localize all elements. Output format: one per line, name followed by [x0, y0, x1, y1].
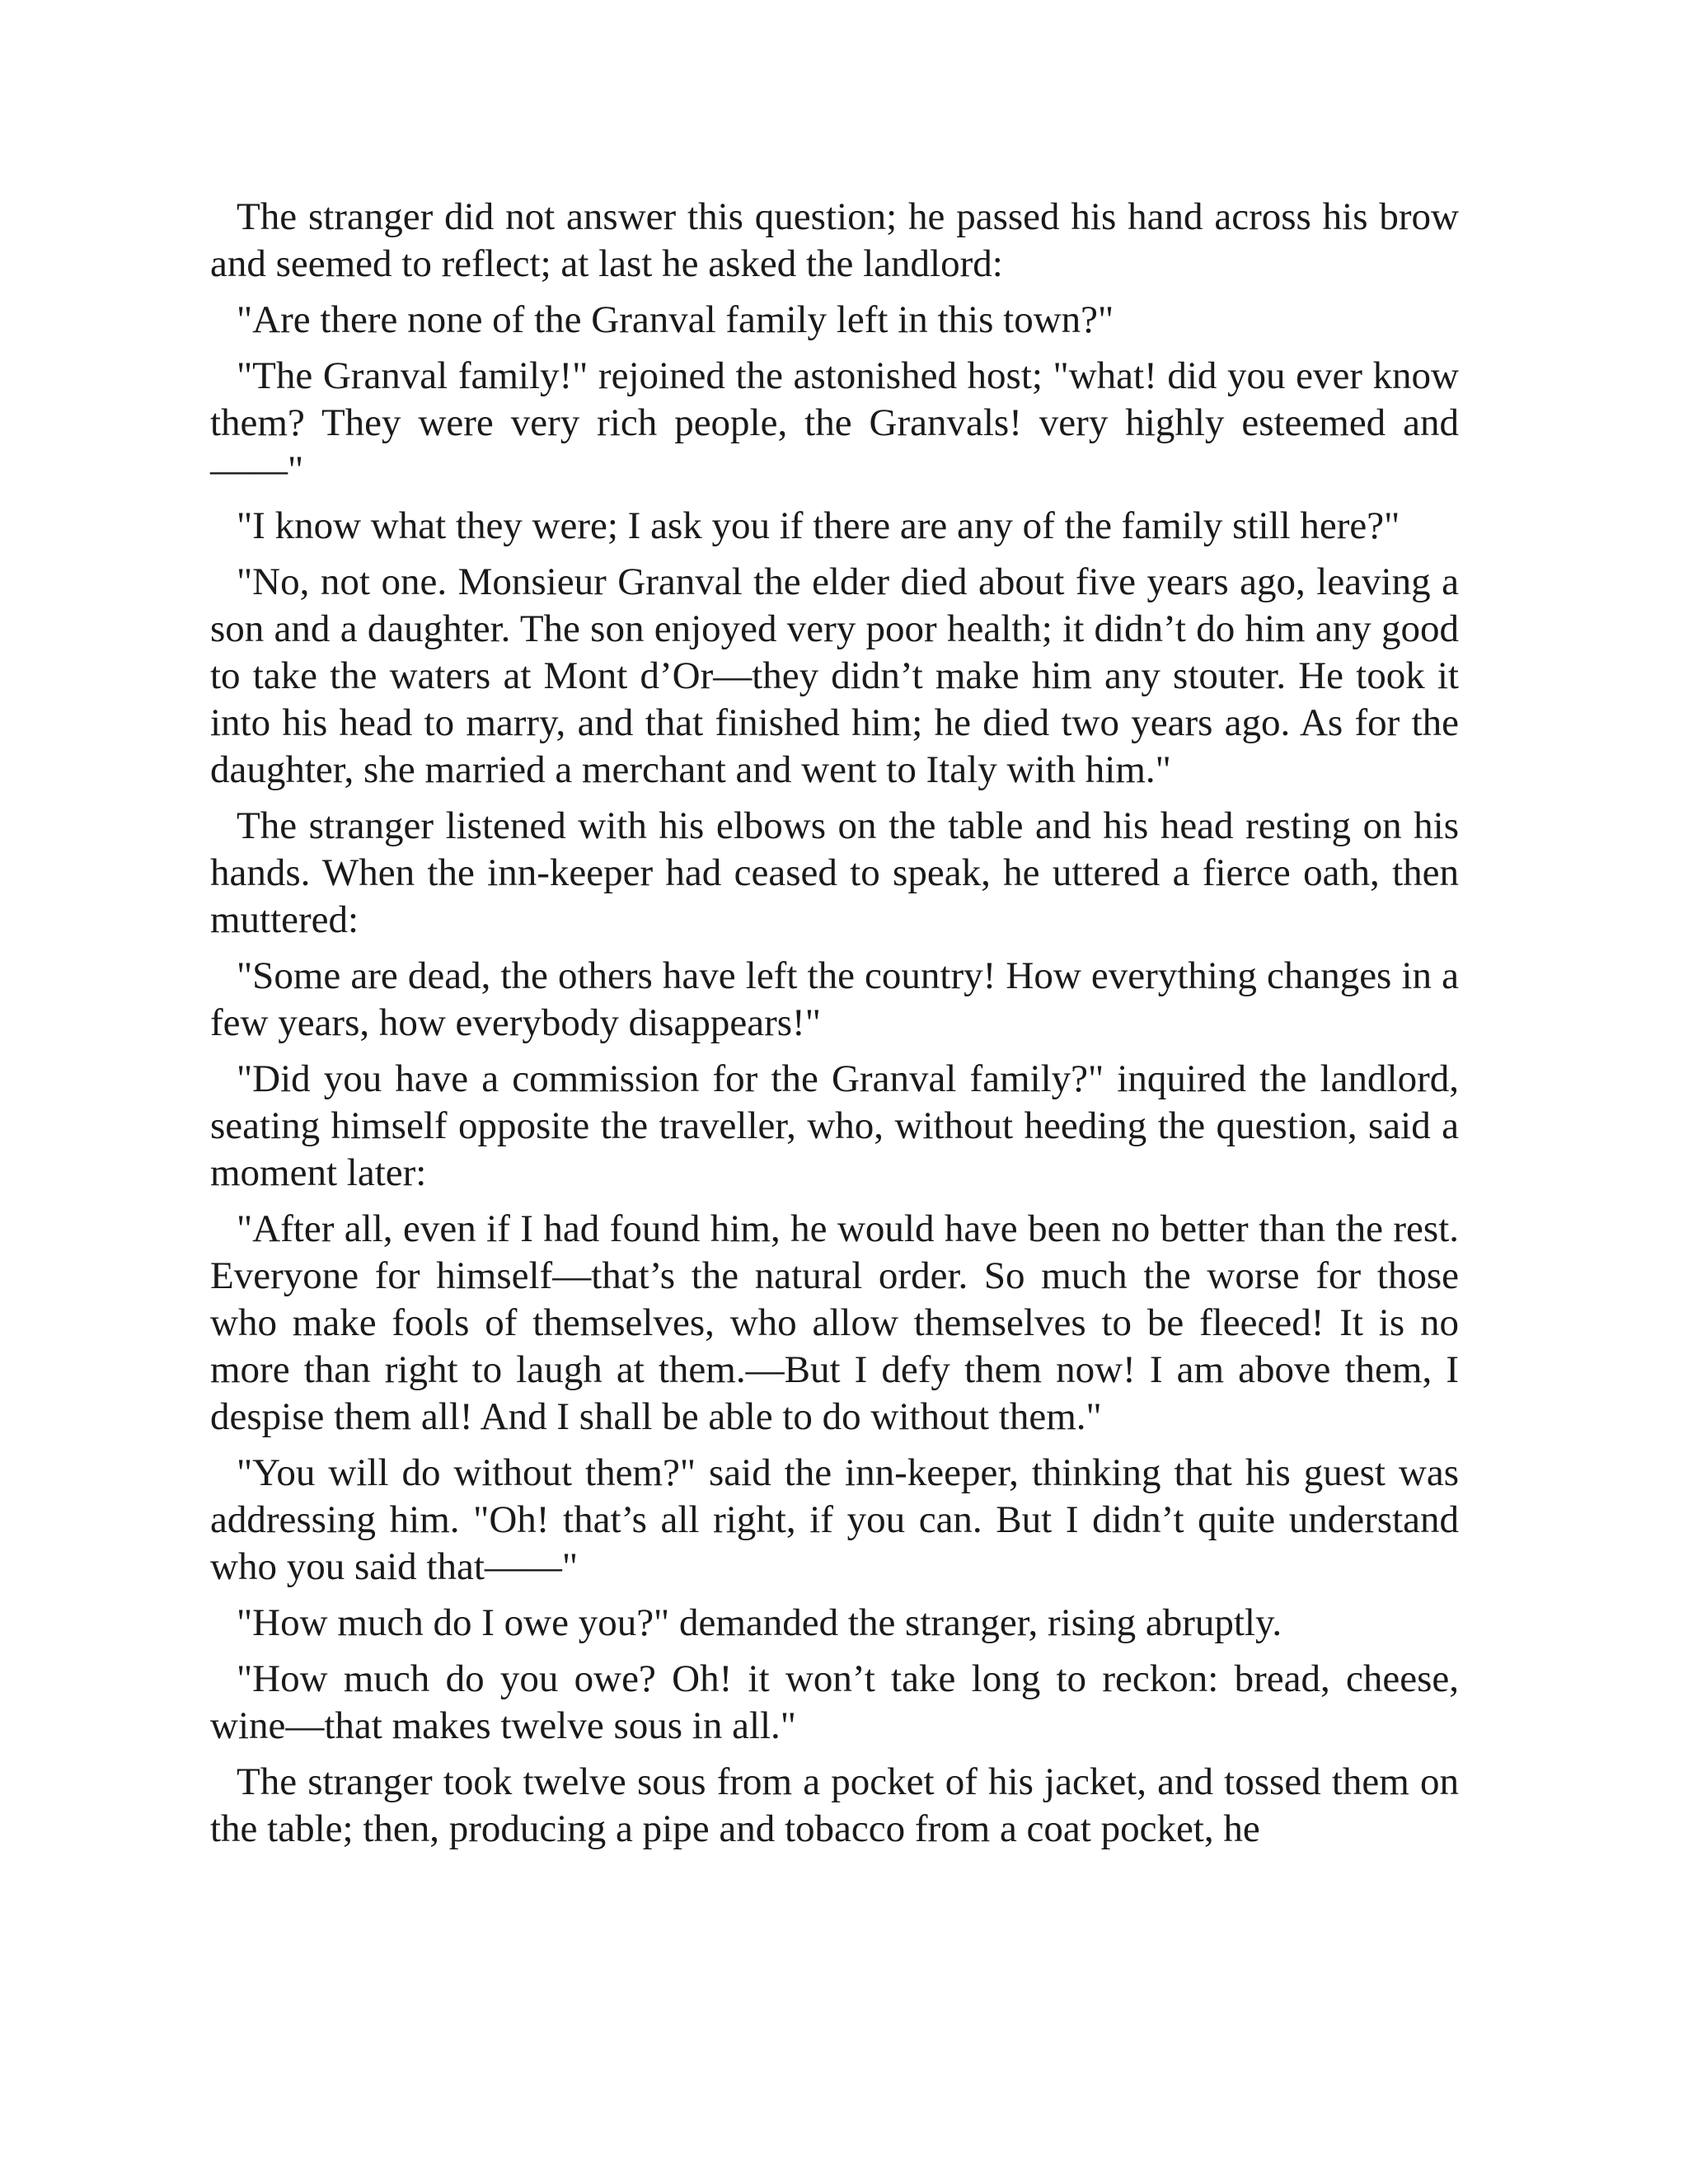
paragraph-10: "You will do without them?" said the inn-keeper, thinking that his guest was addressing him. "Oh! that’s all right, if you can. But I didn’t quite understand who you said that——" [210, 1451, 1459, 1588]
paragraph-2: "Are there none of the Granval family left in this town?" [237, 298, 1114, 341]
paragraph-13: The stranger took twelve sous from a pocket of his jacket, and tossed them on the table; then, producing a pipe and tobacco from a coat pocket, he [210, 1760, 1459, 1850]
body-text [210, 194, 1459, 1853]
paragraph-8: "Did you have a commission for the Granval family?" inquired the landlord, seating himself opposite the traveller, who, without heeding the question, said a moment later: [210, 1057, 1459, 1194]
paragraph-12: "How much do you owe? Oh! it won’t take long to reckon: bread, cheese, wine—that makes twelve sous in all." [210, 1657, 1459, 1747]
paragraph-1: The stranger did not answer this question; he passed his hand across his brow and seemed to reflect; at last he asked the landlord: [210, 195, 1459, 285]
paragraph-4: "I know what they were; I ask you if there are any of the family still here?" [237, 504, 1400, 547]
paragraph-5: "No, not one. Monsieur Granval the elder died about five years ago, leaving a son and a daughter. The son enjoyed very poor health; it didn’t do him any good to take the waters at Mont d’Or—they didn’t make him any stouter. He took it into his head to marry, and that finished him; he died two years ago. As for the daughter, she married a merchant and went to Italy with him." [210, 560, 1459, 791]
paragraph-9: "After all, even if I had found him, he would have been no better than the rest. Everyone for himself—that’s the natural order. So much the worse for those who make fools of themselves, who allow themselves to be fleeced! It is no more than right to laugh at them.—But I defy them now! I am above them, I despise them all! And I shall be able to do without them." [210, 1207, 1459, 1438]
paragraph-6: The stranger listened with his elbows on the table and his head resting on his hands. When the inn-keeper had ceased to speak, he uttered a fierce oath, then muttered: [210, 804, 1459, 941]
paragraph-3: "The Granval family!" rejoined the astonished host; "what! did you ever know them? They were very rich people, the Granvals! very highly esteemed and——" [210, 354, 1459, 491]
paragraph-11: "How much do I owe you?" demanded the stranger, rising abruptly. [237, 1601, 1282, 1644]
paragraph-7: "Some are dead, the others have left the country! How everything changes in a few years, how everybody disappears!" [210, 954, 1459, 1044]
